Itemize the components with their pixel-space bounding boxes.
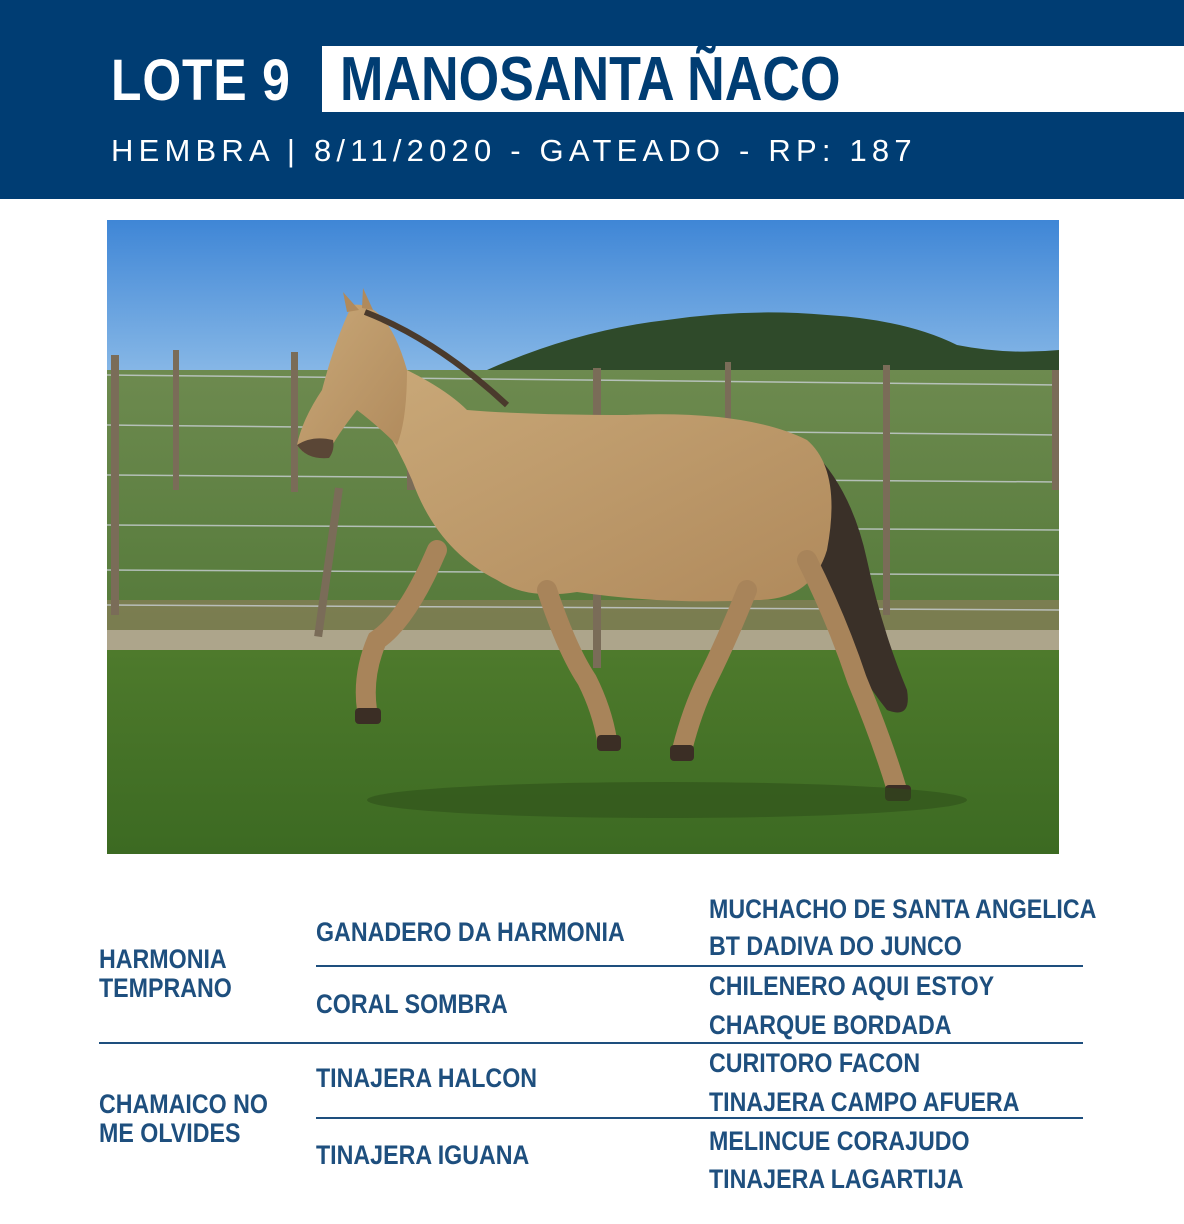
- divider-line: [316, 1117, 1083, 1119]
- horse-photo: [107, 220, 1059, 854]
- great-grandparent-6: TINAJERA CAMPO AFUERA: [709, 1087, 1020, 1117]
- great-grandparent-2: BT DADIVA DO JUNCO: [709, 931, 962, 961]
- divider-line: [316, 965, 1083, 967]
- great-grandparent-8: TINAJERA LAGARTIJA: [709, 1164, 964, 1194]
- great-grandparent-3: CHILENERO AQUI ESTOY: [709, 971, 995, 1001]
- header-bar: [0, 0, 1184, 199]
- dam-line1: CHAMAICO NO: [99, 1089, 268, 1119]
- grandparent-2: CORAL SOMBRA: [316, 989, 508, 1019]
- sire-line2: TEMPRANO: [99, 973, 232, 1003]
- dam-line2: ME OLVIDES: [99, 1118, 241, 1148]
- horse-name: MANOSANTA ÑACO: [340, 45, 841, 114]
- great-grandparent-1: MUCHACHO DE SANTA ANGELICA: [709, 894, 1097, 924]
- grandparent-1: GANADERO DA HARMONIA: [316, 917, 625, 947]
- great-grandparent-5: CURITORO FACON: [709, 1048, 921, 1078]
- great-grandparent-7: MELINCUE CORAJUDO: [709, 1126, 970, 1156]
- divider-line: [99, 1042, 1083, 1044]
- name-box: [322, 46, 1184, 112]
- horse-icon: [107, 220, 1059, 854]
- sire-line1: HARMONIA: [99, 944, 227, 974]
- great-grandparent-4: CHARQUE BORDADA: [709, 1010, 952, 1040]
- grandparent-3: TINAJERA HALCON: [316, 1063, 538, 1093]
- grandparent-4: TINAJERA IGUANA: [316, 1140, 530, 1170]
- lot-number: LOTE 9: [111, 48, 291, 113]
- horse-details: HEMBRA | 8/11/2020 - GATEADO - RP: 187: [111, 133, 917, 168]
